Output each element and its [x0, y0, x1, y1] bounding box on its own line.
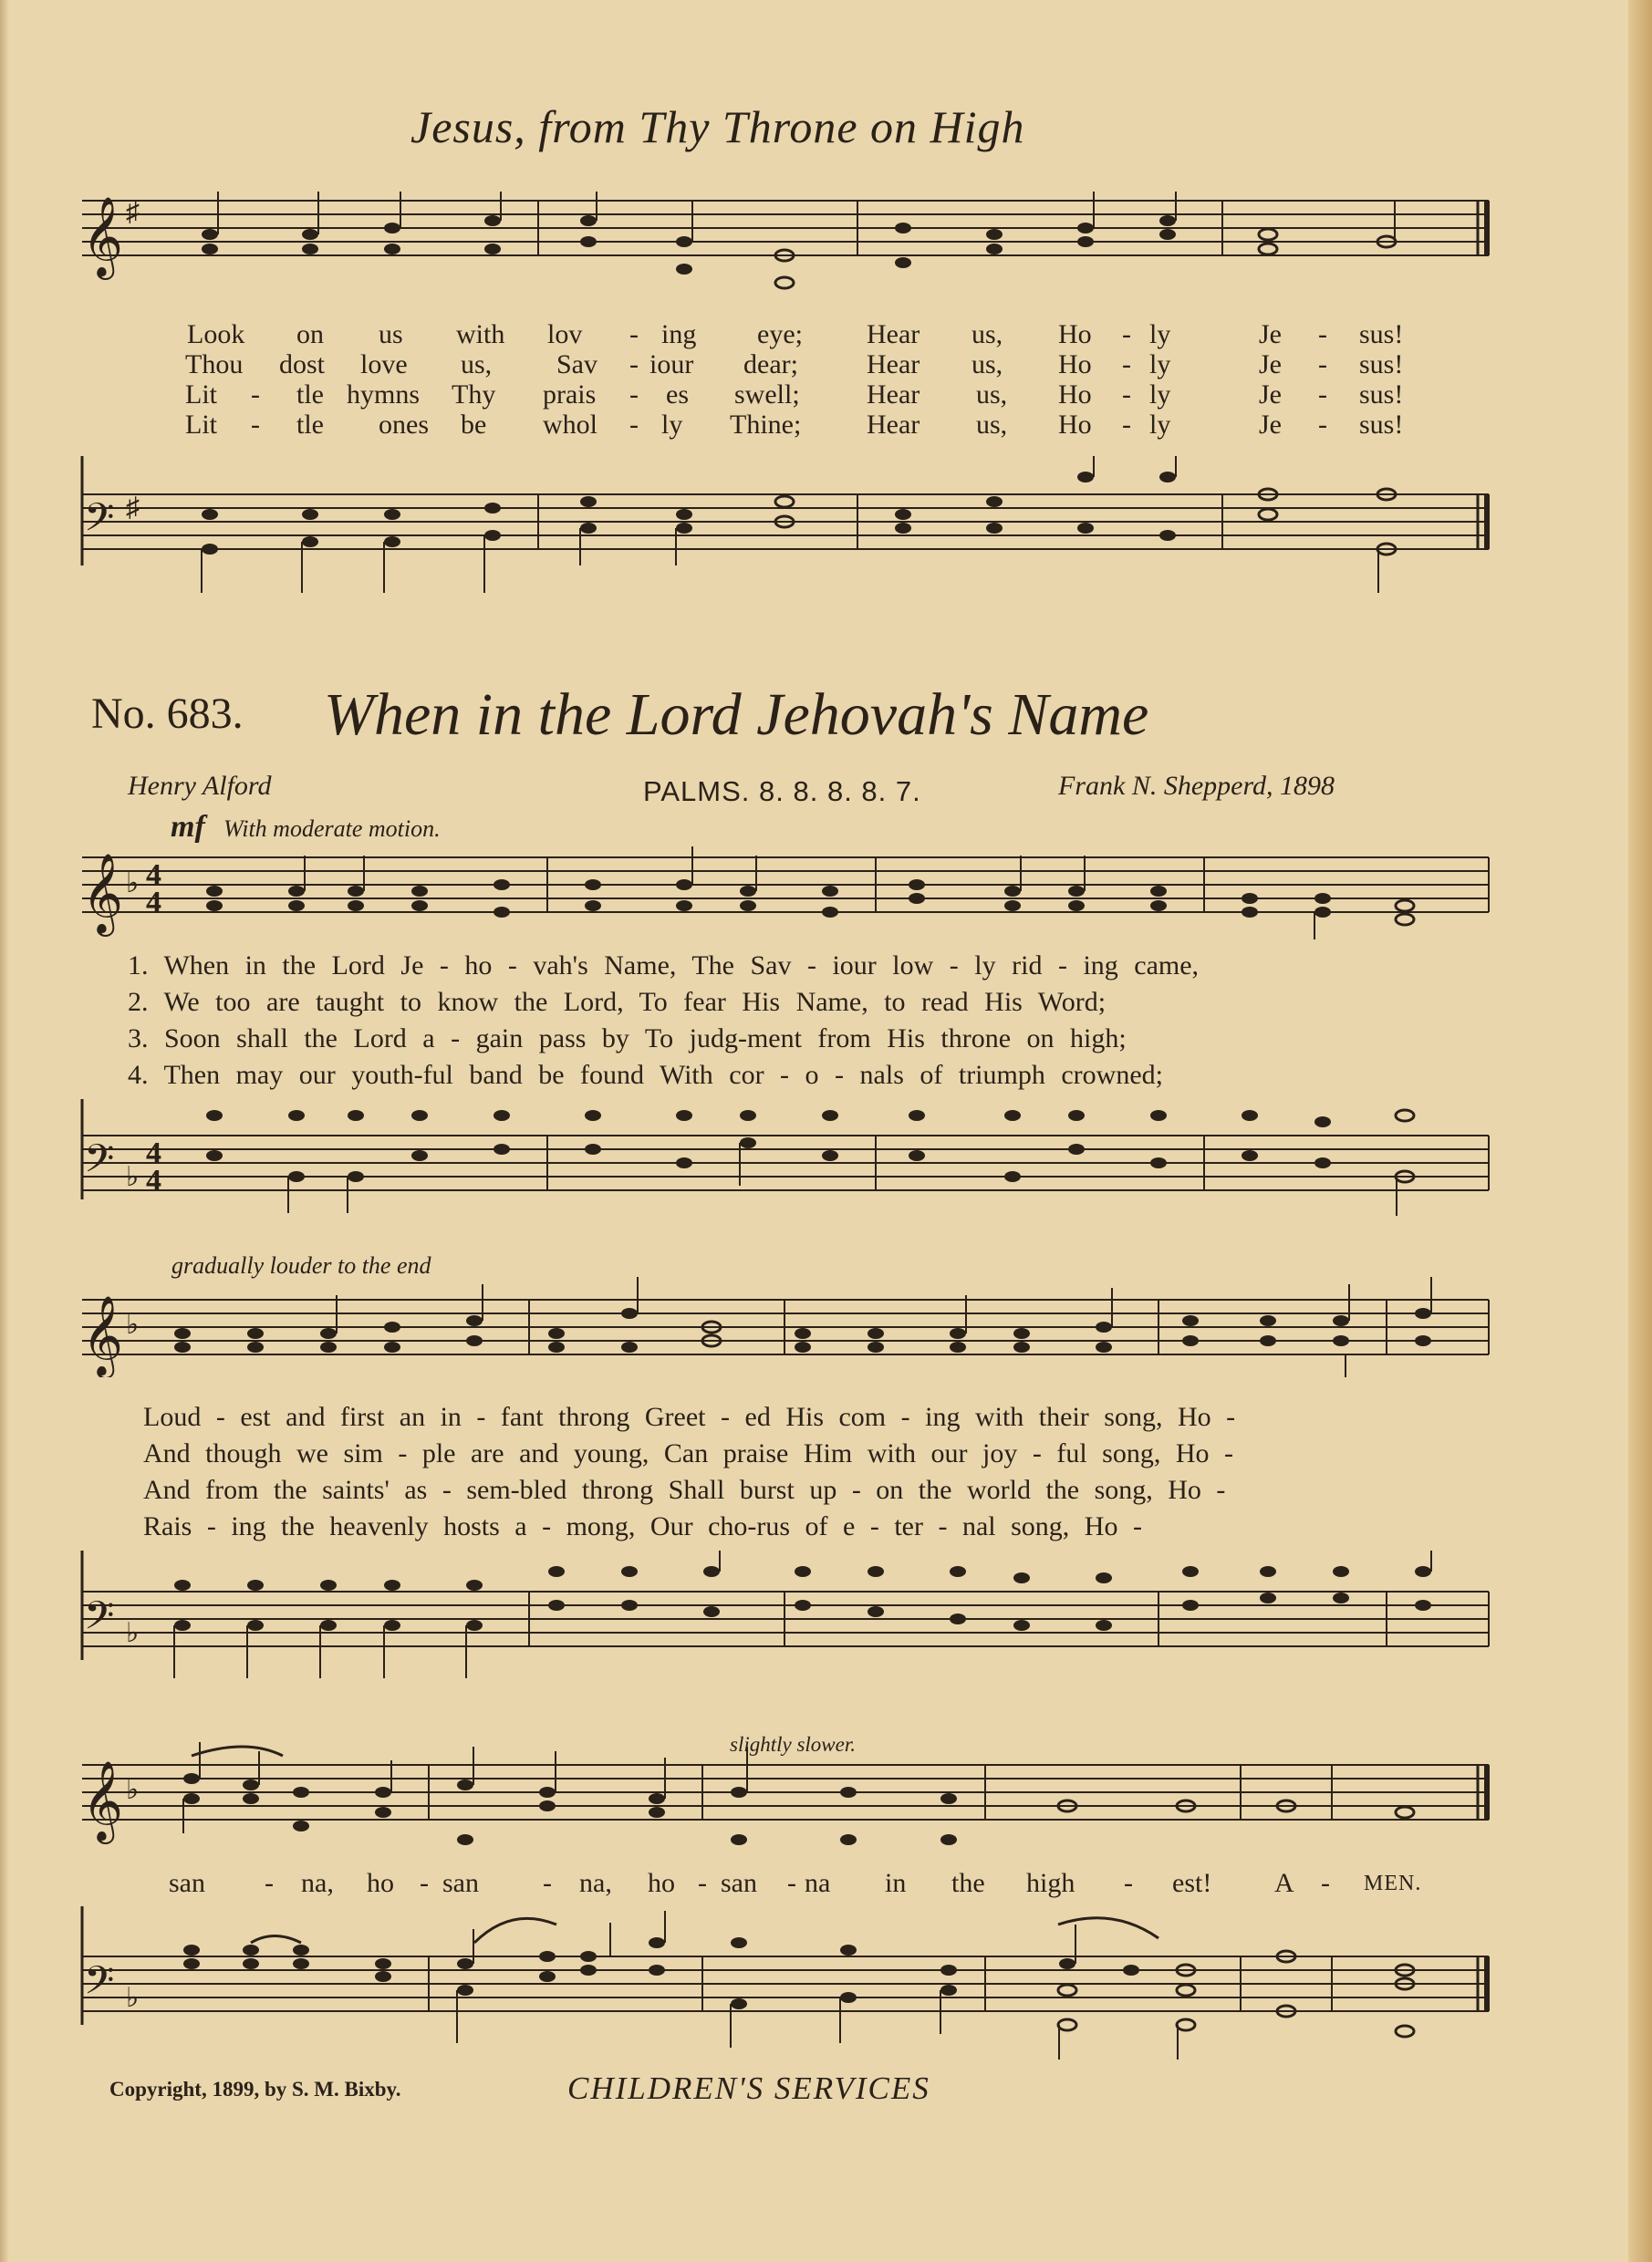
- tempo-marking: With moderate motion.: [223, 815, 441, 842]
- hymn-verse-4a: 4. Then may our youth-ful band be found With cor - o - nals of triumph crowned;: [128, 1060, 1163, 1090]
- hymn-system2-bass: [73, 1551, 1496, 1687]
- svg-text:♯: ♯: [126, 197, 140, 227]
- hymn-verse-1b: Loud - est and first an in - fant throng Greet - ed His com - ing with their song, Ho -: [143, 1402, 1236, 1432]
- svg-text:4: 4: [146, 858, 161, 892]
- top-verse-4: Lit - tle ones be whol - ly Thine; Hear us, Ho - ly Je - sus!: [185, 410, 1404, 440]
- section-footer: CHILDREN'S SERVICES: [567, 2070, 930, 2106]
- hymn-title: When in the Lord Jehovah's Name: [324, 681, 1149, 748]
- hymn-verse-4b: Rais - ing the heavenly hosts a - mong, Our cho-rus of e - ter - nal song, Ho -: [143, 1511, 1142, 1541]
- top-verse-1: Look on us with lov - ing eye; Hear us, Ho - ly Je - sus!: [187, 319, 1404, 349]
- hymn-verse-3b: And from the saints' as - sem-bled throng Shall burst up - on the world the song, Ho -: [143, 1475, 1226, 1505]
- hymn-composer: Frank N. Shepperd, 1898: [1058, 771, 1335, 801]
- svg-text:4: 4: [146, 886, 161, 919]
- tune-meter: PALMS. 8. 8. 8. 8. 7.: [643, 775, 921, 807]
- svg-text:𝄞: 𝄞: [82, 852, 123, 933]
- copyright-notice: Copyright, 1899, by S. M. Bixby.: [109, 2078, 401, 2101]
- hymn-verse-2a: 2. We too are taught to know the Lord, To fear His Name, to read His Word;: [128, 987, 1107, 1017]
- hymn-system3-treble: [73, 1738, 1496, 1847]
- svg-text:4: 4: [146, 1164, 161, 1198]
- tempo-direction-slower: slightly slower.: [730, 1733, 857, 1756]
- refrain-lyrics: san - na, ho - san - na, ho - san - na in the high - est! A - MEN.: [169, 1868, 1422, 1898]
- svg-text:♭: ♭: [126, 1775, 140, 1805]
- svg-text:♭: ♭: [126, 868, 140, 898]
- top-verse-3: Lit - tle hymns Thy prais - es swell; Hear us, Ho - ly Je - sus!: [185, 379, 1404, 410]
- page-edge: [1628, 0, 1652, 2262]
- svg-text:𝄢: 𝄢: [84, 1958, 115, 2013]
- svg-text:𝄞: 𝄞: [82, 195, 123, 276]
- svg-text:𝄢: 𝄢: [84, 495, 115, 550]
- hymn-system1-treble: [73, 839, 1496, 939]
- svg-text:𝄢: 𝄢: [84, 1136, 115, 1191]
- svg-text:♭: ♭: [126, 1310, 140, 1340]
- hymn-system3-bass: [73, 1906, 1496, 2061]
- hymn-system1-bass: [73, 1099, 1496, 1227]
- hymn-verse-2b: And though we sim - ple are and young, Can praise Him with our joy - ful song, Ho -: [143, 1438, 1233, 1468]
- svg-text:♭: ♭: [126, 1162, 140, 1192]
- svg-text:♭: ♭: [126, 1618, 140, 1648]
- dynamic-direction-louder: gradually louder to the end: [171, 1252, 431, 1279]
- top-verse-2: Thou dost love us, Sav - iour dear; Hear us, Ho - ly Je - sus!: [185, 349, 1404, 379]
- hymn-author: Henry Alford: [128, 771, 272, 801]
- dynamic-marking: mf: [171, 810, 205, 844]
- svg-text:♯: ♯: [126, 493, 140, 523]
- hymn-system2-treble: [73, 1277, 1496, 1377]
- svg-text:𝄞: 𝄞: [82, 1759, 123, 1841]
- hymn-number: No. 683.: [91, 690, 244, 738]
- svg-text:𝄢: 𝄢: [84, 1593, 115, 1648]
- top-bass-staff: [73, 456, 1496, 611]
- svg-text:♭: ♭: [126, 1983, 140, 2013]
- svg-text:4: 4: [146, 1136, 161, 1170]
- hymn-verse-1a: 1. When in the Lord Je - ho - vah's Name, The Sav - iour low - ly rid - ing came,: [128, 950, 1200, 981]
- svg-text:𝄞: 𝄞: [82, 1294, 123, 1375]
- top-hymn-title: Jesus, from Thy Throne on High: [410, 101, 1025, 152]
- hymn-verse-3a: 3. Soon shall the Lord a - gain pass by To judg-ment from His throne on high;: [128, 1023, 1127, 1053]
